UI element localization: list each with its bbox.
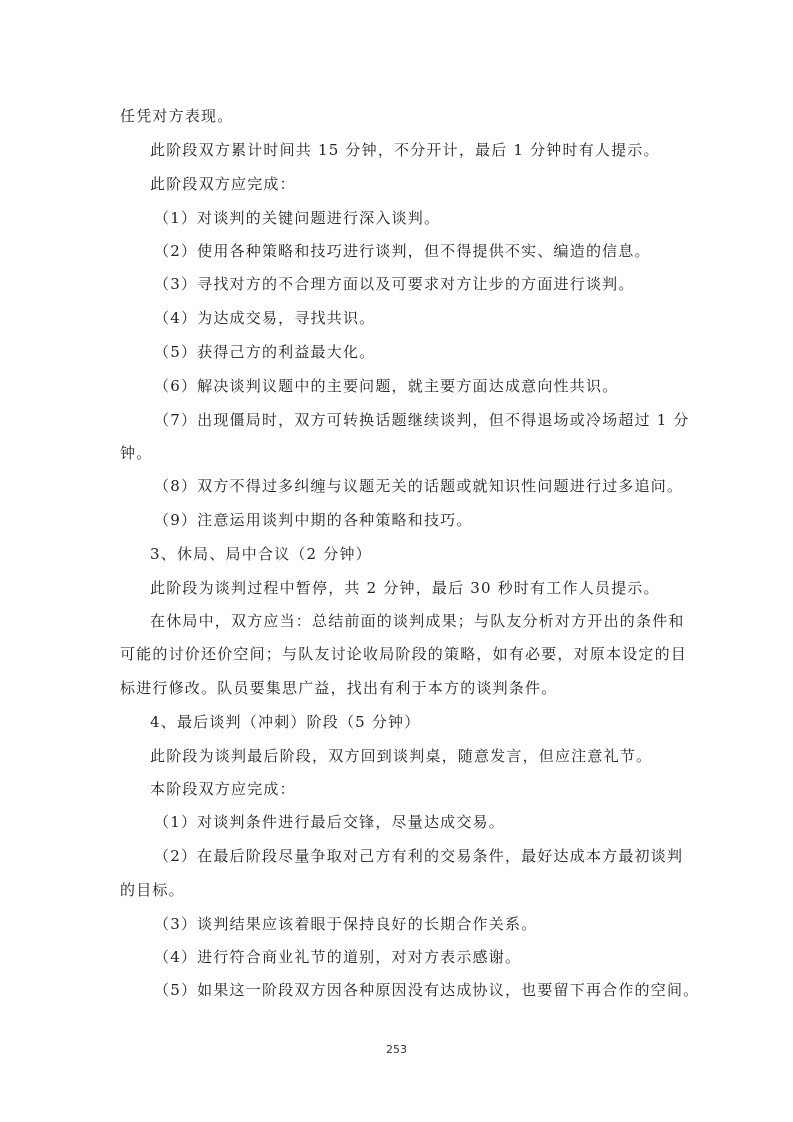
list-item: （4）为达成交易，寻找共识。 — [154, 309, 376, 327]
list-item-continuation: 的目标。 — [120, 881, 185, 899]
list-item: （7）出现僵局时，双方可转换话题继续谈判，但不得退场或冷场超过 1 分 — [154, 411, 690, 429]
list-item: （3）谈判结果应该着眼于保持良好的长期合作关系。 — [154, 915, 538, 933]
list-item: （5）如果这一阶段双方因各种原因没有达成协议，也要留下再合作的空间。 — [154, 981, 700, 999]
list-item: （3）寻找对方的不合理方面以及可要求对方让步的方面进行谈判。 — [154, 275, 635, 293]
list-item: （1）对谈判条件进行最后交锋，尽量达成交易。 — [154, 813, 505, 831]
paragraph-line: 此阶段为谈判过程中暂停，共 2 分钟，最后 30 秒时有工作人员提示。 — [150, 579, 660, 597]
paragraph-line: 本阶段双方应完成： — [150, 780, 296, 798]
list-item-continuation: 钟。 — [120, 444, 153, 462]
page-number: 253 — [386, 1043, 407, 1056]
paragraph-line: 可能的讨价还价空间；与队友讨论收局阶段的策略，如有必要，对原本设定的目 — [120, 645, 688, 663]
list-item: （1）对谈判的关键问题进行深入谈判。 — [154, 209, 441, 227]
paragraph-line: 在休局中，双方应当：总结前面的谈判成果；与队友分析对方开出的条件和 — [150, 612, 685, 630]
paragraph-line: 此阶段为谈判最后阶段，双方回到谈判桌，随意发言，但应注意礼节。 — [150, 747, 653, 765]
paragraph-line: 标进行修改。队员要集思广益，找出有利于本方的谈判条件。 — [120, 679, 558, 697]
list-item: （9）注意运用谈判中期的各种策略和技巧。 — [154, 511, 473, 529]
list-item: （5）获得己方的利益最大化。 — [154, 343, 376, 361]
paragraph-line: 此阶段双方应完成： — [150, 175, 296, 193]
section-heading: 4、最后谈判（冲刺）阶段（5 分钟） — [150, 713, 421, 731]
list-item: （6）解决谈判议题中的主要问题，就主要方面达成意向性共识。 — [154, 377, 619, 395]
list-item: （4）进行符合商业礼节的道别，对对方表示感谢。 — [154, 948, 522, 966]
section-heading: 3、休局、局中合议（2 分钟） — [150, 545, 372, 563]
list-item: （2）在最后阶段尽量争取对己方有利的交易条件，最好达成本方最初谈判 — [154, 847, 684, 865]
list-item: （8）双方不得过多纠缠与议题无关的话题或就知识性问题进行过多追问。 — [154, 477, 684, 495]
list-item: （2）使用各种策略和技巧进行谈判，但不得提供不实、编造的信息。 — [154, 242, 651, 260]
paragraph-line: 任凭对方表现。 — [120, 107, 234, 125]
paragraph-line: 此阶段双方累计时间共 15 分钟，不分开计，最后 1 分钟时有人提示。 — [150, 141, 660, 159]
